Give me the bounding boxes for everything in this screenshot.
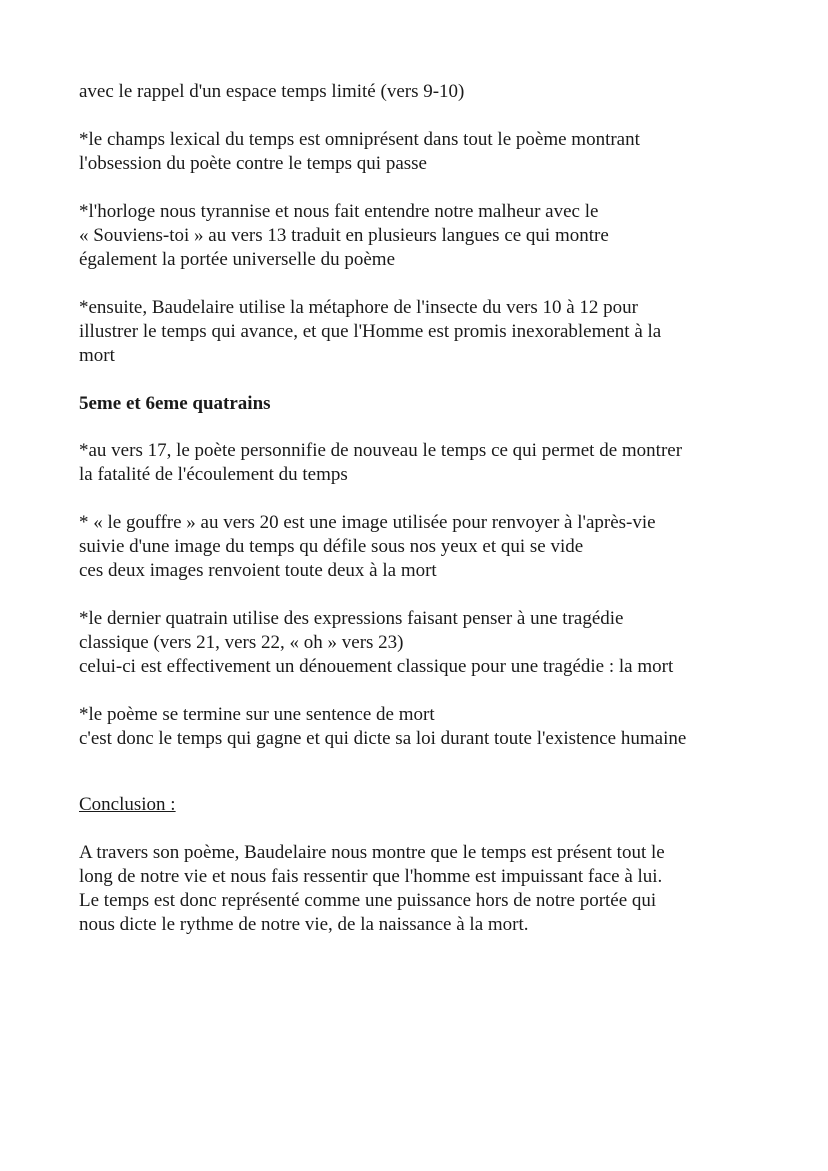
text-line: illustrer le temps qui avance, et que l'Homme est promis inexorablement à la [79,321,662,342]
paragraph-insect-metaphor [79,296,779,368]
text-line: Le temps est donc représenté comme une puissance hors de notre portée qui [79,890,657,911]
text-line: A travers son poème, Baudelaire nous montre que le temps est présent tout le [79,842,665,863]
document-body [79,80,779,961]
paragraph-lexical-field [79,128,779,176]
paragraph-verse-17 [79,439,779,487]
text-line: la fatalité de l'écoulement du temps [79,464,348,485]
text-line: l'obsession du poète contre le temps qui passe [79,153,427,174]
text-line: *le poème se termine sur une sentence de mort [79,704,435,725]
text-line: suivie d'une image du temps qu défile sous nos yeux et qui se vide [79,536,584,557]
text-line: c'est donc le temps qui gagne et qui dicte sa loi durant toute l'existence humaine [79,728,687,749]
text-line: avec le rappel d'un espace temps limité (vers 9-10) [79,81,465,102]
text-line: *au vers 17, le poète personnifie de nouveau le temps ce qui permet de montrer [79,440,683,461]
section-heading-quatrains: 5eme et 6eme quatrains [79,393,271,414]
section-heading-conclusion: Conclusion : [79,794,176,815]
text-line: *le champs lexical du temps est omniprésent dans tout le poème montrant [79,129,640,150]
text-line: classique (vers 21, vers 22, « oh » vers 23) [79,632,404,653]
paragraph-space-time [79,80,779,104]
text-line: * « le gouffre » au vers 20 est une image utilisée pour renvoyer à l'après-vie [79,512,656,533]
text-line: *l'horloge nous tyrannise et nous fait entendre notre malheur avec le [79,201,599,222]
paragraph-clock [79,200,779,272]
paragraph-conclusion [79,841,779,937]
paragraph-sentence-of-death [79,703,779,751]
paragraph-last-quatrain [79,607,779,679]
paragraph-gouffre [79,511,779,583]
text-line: nous dicte le rythme de notre vie, de la naissance à la mort. [79,914,529,935]
text-line: « Souviens-toi » au vers 13 traduit en plusieurs langues ce qui montre [79,225,609,246]
text-line: mort [79,345,115,366]
text-line: *ensuite, Baudelaire utilise la métaphore de l'insecte du vers 10 à 12 pour [79,297,638,318]
text-line: ces deux images renvoient toute deux à la mort [79,560,437,581]
text-line: *le dernier quatrain utilise des expressions faisant penser à une tragédie [79,608,624,629]
text-line: également la portée universelle du poème [79,249,396,270]
text-line: celui-ci est effectivement un dénouement classique pour une tragédie : la mort [79,656,674,677]
text-line: long de notre vie et nous fais ressentir que l'homme est impuissant face à lui. [79,866,663,887]
